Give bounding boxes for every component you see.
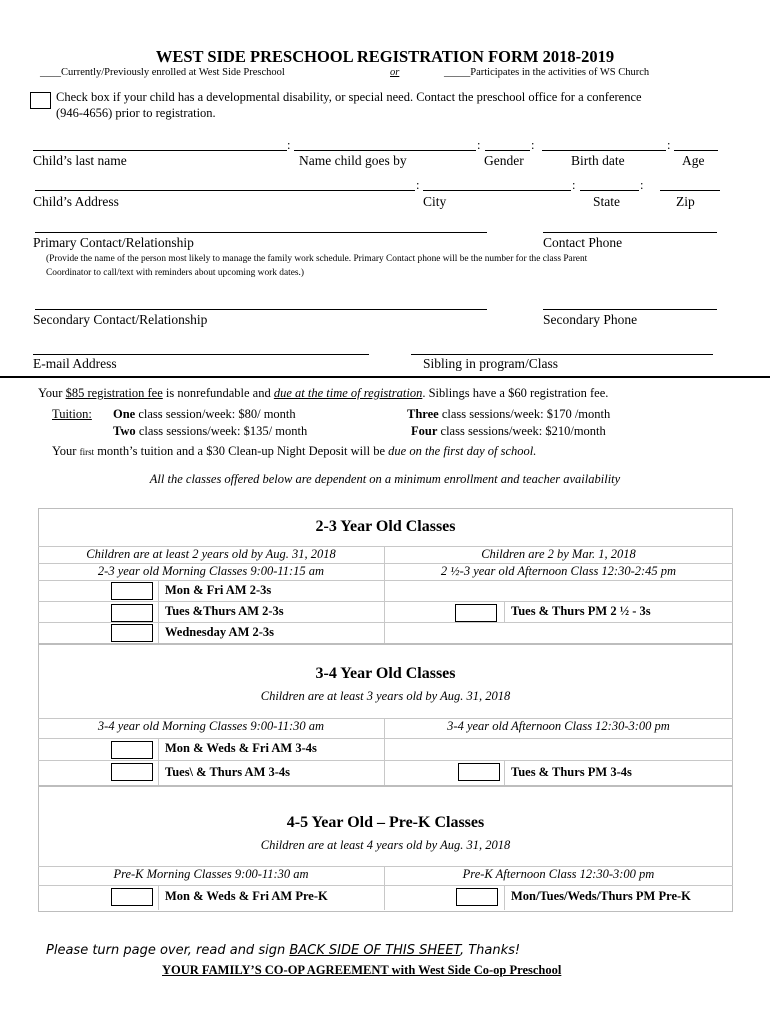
option-mon-thurs-pm-pre-k: Mon/Tues/Weds/Thurs PM Pre-K <box>511 889 691 903</box>
turn-page-note: Please turn page over, read and sign BACK SIDE OF THIS SHEET, Thanks! <box>46 943 521 958</box>
label-primary-contact: Primary Contact/Relationship <box>33 235 194 250</box>
s2-subtitle: Children are at least 3 years old by Aug. 31, 2018 <box>260 689 511 703</box>
secondary-contact-field[interactable] <box>35 309 487 310</box>
checkbox-mon-weds-fri-am-pre-k[interactable] <box>111 888 153 906</box>
tuition-three: Three class sessions/week: $170 /month <box>407 407 611 421</box>
option-mon-fri-am-2-3: Mon & Fri AM 2-3s <box>165 583 272 597</box>
tuition-four: Four class sessions/week: $210/month <box>411 424 606 438</box>
enrolled-option <box>40 67 285 78</box>
goes-by-field[interactable] <box>294 150 476 151</box>
option-tues-thurs-pm-2-3: Tues & Thurs PM 2 ½ - 3s <box>511 604 651 618</box>
co-op-agreement-title: YOUR FAMILY’S CO-OP AGREEMENT with West Side Co-op Preschool <box>162 963 562 977</box>
checkbox-tues-thurs-am-3-4[interactable] <box>111 763 153 781</box>
gender-field[interactable] <box>485 150 530 151</box>
secondary-phone-field[interactable] <box>543 309 717 310</box>
tuition-one: One class session/week: $80/ month <box>113 407 296 421</box>
label-goes-by: Name child goes by <box>299 153 407 168</box>
label-birth-date: Birth date <box>571 153 625 168</box>
checkbox-mon-weds-fri-am-3-4[interactable] <box>111 741 153 759</box>
checkbox-tues-thurs-am-2-3[interactable] <box>111 604 153 622</box>
s1-right-age: Children are 2 by Mar. 1, 2018 <box>481 547 636 561</box>
section-divider <box>0 376 770 378</box>
email-field[interactable] <box>33 354 369 355</box>
checkbox-tues-thurs-pm-3-4[interactable] <box>458 763 500 781</box>
tuition-label: Tuition: <box>52 407 92 421</box>
section-title-pre-k: 4-5 Year Old – Pre-K Classes <box>286 814 485 831</box>
section-title-2-3: 2-3 Year Old Classes <box>315 518 456 535</box>
label-contact-phone: Contact Phone <box>543 235 623 250</box>
s1-right-time: 2 ½-3 year old Afternoon Class 12:30-2:45 pm <box>440 564 677 578</box>
checkbox-tues-thurs-pm-2-3[interactable] <box>455 604 497 622</box>
label-gender: Gender <box>484 153 524 168</box>
disability-text-2: (946-4656) prior to registration. <box>56 106 216 120</box>
city-field[interactable] <box>423 190 571 191</box>
zip-field[interactable] <box>660 190 720 191</box>
disability-checkbox[interactable] <box>30 92 51 109</box>
label-secondary-contact: Secondary Contact/Relationship <box>33 312 208 327</box>
checkbox-wednesday-am-2-3[interactable] <box>111 624 153 642</box>
tuition-two: Two class sessions/week: $135/ month <box>113 424 308 438</box>
s3-left-time: Pre-K Morning Classes 9:00-11:30 am <box>113 867 309 881</box>
disability-text-1: Check box if your child has a developmental disability, or special need. Contact the preschool office for a conference <box>56 90 642 104</box>
label-state: State <box>593 194 620 209</box>
church-label: Participates in the activities of WS Church <box>470 67 650 78</box>
label-secondary-phone: Secondary Phone <box>543 312 638 327</box>
church-blank[interactable]: _____ <box>444 67 471 78</box>
s3-subtitle: Children are at least 4 years old by Aug. 31, 2018 <box>260 838 511 852</box>
primary-contact-field[interactable] <box>35 232 487 233</box>
registration-fee-text: Your $85 registration fee is nonrefundable and due at the time of registration. Siblings have a $60 registration fee. <box>38 386 609 400</box>
last-name-field[interactable] <box>33 150 287 151</box>
option-mon-weds-fri-am-pre-k: Mon & Weds & Fri AM Pre-K <box>165 889 328 903</box>
option-tues-thurs-am-2-3: Tues &Thurs AM 2-3s <box>165 604 284 618</box>
age-field[interactable] <box>674 150 718 151</box>
primary-phone-field[interactable] <box>543 232 717 233</box>
contact-note-1: (Provide the name of the person most likely to manage the family work schedule. Primary Contact phone will be the number for the class Parent <box>46 254 588 264</box>
label-last-name: Child’s last name <box>33 153 127 168</box>
checkbox-mon-fri-am-2-3[interactable] <box>111 582 153 600</box>
label-zip: Zip <box>676 194 695 209</box>
address-field[interactable] <box>35 190 415 191</box>
s2-right-time: 3-4 year old Afternoon Class 12:30-3:00 pm <box>447 719 670 733</box>
option-tues-thurs-am-3-4: Tues\ & Thurs AM 3-4s <box>165 765 291 779</box>
availability-note: All the classes offered below are dependent on a minimum enrollment and teacher availability <box>149 472 621 486</box>
option-mon-weds-fri-am-3-4: Mon & Weds & Fri AM 3-4s <box>165 741 317 755</box>
s3-right-time: Pre-K Afternoon Class 12:30-3:00 pm <box>462 867 655 881</box>
option-wednesday-am-2-3: Wednesday AM 2-3s <box>165 625 275 639</box>
checkbox-mon-thurs-pm-pre-k[interactable] <box>456 888 498 906</box>
label-age: Age <box>682 153 705 168</box>
or-text: or <box>390 67 400 78</box>
s2-left-time: 3-4 year old Morning Classes 9:00-11:30 am <box>97 719 325 733</box>
s1-left-age: Children are at least 2 years old by Aug. 31, 2018 <box>86 547 336 561</box>
section-title-3-4: 3-4 Year Old Classes <box>315 665 456 682</box>
first-month-text: Your first month’s tuition and a $30 Clean-up Night Deposit will be due on the first day of school. <box>52 444 537 458</box>
option-tues-thurs-pm-3-4: Tues & Thurs PM 3-4s <box>511 765 632 779</box>
label-sibling: Sibling in program/Class <box>423 356 558 371</box>
sibling-field[interactable] <box>411 354 713 355</box>
label-email: E-mail Address <box>33 356 117 371</box>
page-title: WEST SIDE PRESCHOOL REGISTRATION FORM 2018-2019 <box>155 47 615 66</box>
label-city: City <box>423 194 447 209</box>
s1-left-time: 2-3 year old Morning Classes 9:00-11:15 am <box>97 564 325 578</box>
label-address: Child’s Address <box>33 194 119 209</box>
contact-note-2: Coordinator to call/text with reminders about upcoming work dates.) <box>46 268 305 278</box>
enrolled-label: Currently/Previously enrolled at West Side Preschool <box>61 67 285 78</box>
church-option <box>444 67 649 78</box>
state-field[interactable] <box>580 190 639 191</box>
enrolled-blank[interactable]: ____ <box>40 67 61 78</box>
birth-date-field[interactable] <box>542 150 666 151</box>
